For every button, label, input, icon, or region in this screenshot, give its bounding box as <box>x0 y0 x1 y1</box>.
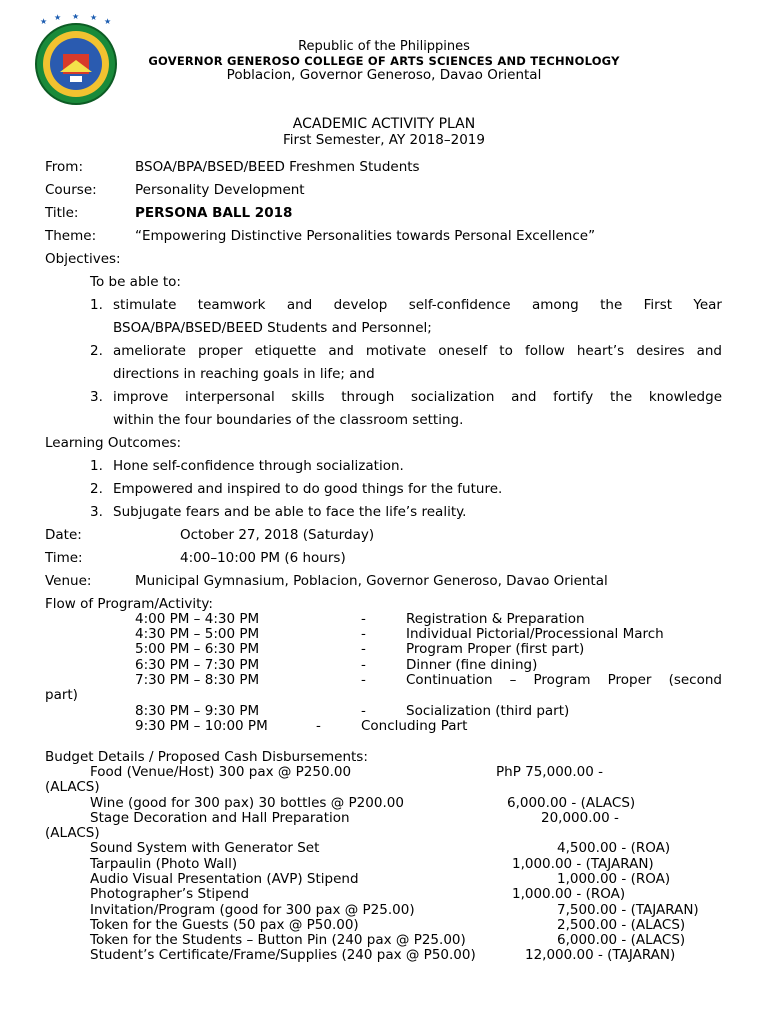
budget-amount: 6,000.00 - (ALACS) <box>557 932 686 948</box>
venue-value: Municipal Gymnasium, Poblacion, Governor Generoso, Davao Oriental <box>135 573 608 589</box>
flow-dash: - <box>361 657 366 673</box>
budget-item: Stage Decoration and Hall Preparation <box>90 810 350 826</box>
venue-label: Venue: <box>45 573 92 589</box>
budget-wrap: (ALACS) <box>45 825 100 841</box>
flow-dash: - <box>361 626 366 642</box>
flow-dash: - <box>361 641 366 657</box>
objective-number: 1. <box>90 297 103 313</box>
theme-value: “Empowering Distinctive Personalities towards Personal Excellence” <box>135 228 596 244</box>
objectives-intro: To be able to: <box>90 274 181 290</box>
outcome-text: Empowered and inspired to do good things for the future. <box>113 481 503 497</box>
budget-amount: 2,500.00 - (ALACS) <box>557 917 686 933</box>
flow-dash: - <box>316 718 321 734</box>
objectives-label: Objectives: <box>45 251 121 267</box>
objective-line: stimulate teamwork and develop self-confidence among the First Year <box>113 297 722 313</box>
outcome-number: 1. <box>90 458 103 474</box>
theme-label: Theme: <box>45 228 97 244</box>
header-address: Poblacion, Governor Generoso, Davao Oriental <box>226 67 542 83</box>
flow-activity-wrap: part) <box>45 687 78 703</box>
flow-time: 5:00 PM – 6:30 PM <box>135 641 260 657</box>
document-title: ACADEMIC ACTIVITY PLAN <box>292 116 476 132</box>
budget-item: Food (Venue/Host) 300 pax @ P250.00 <box>90 764 352 780</box>
date-label: Date: <box>45 527 82 543</box>
flow-dash: - <box>361 672 366 688</box>
svg-text:★: ★ <box>72 14 80 21</box>
objective-line: BSOA/BPA/BSED/BEED Students and Personnel; <box>113 320 432 336</box>
flow-activity: Dinner (fine dining) <box>406 657 538 673</box>
budget-amount: 4,500.00 - (ROA) <box>557 840 671 856</box>
budget-item: Token for the Students – Button Pin (240 pax @ P25.00) <box>90 932 466 948</box>
outcome-text: Subjugate fears and be able to face the life’s reality. <box>113 504 467 520</box>
course-label: Course: <box>45 182 97 198</box>
budget-item: Audio Visual Presentation (AVP) Stipend <box>90 871 359 887</box>
budget-item: Student’s Certificate/Frame/Supplies (240 pax @ P50.00) <box>90 947 476 963</box>
flow-activity: Program Proper (first part) <box>406 641 585 657</box>
objective-number: 3. <box>90 389 103 405</box>
svg-text:★: ★ <box>90 14 98 22</box>
from-label: From: <box>45 159 83 175</box>
budget-amount: 20,000.00 - <box>541 810 619 826</box>
flow-time: 8:30 PM – 9:30 PM <box>135 703 260 719</box>
objective-line: within the four boundaries of the classroom setting. <box>113 412 464 428</box>
flow-activity: Concluding Part <box>361 718 468 734</box>
header-republic: Republic of the Philippines <box>298 39 470 54</box>
budget-item: Photographer’s Stipend <box>90 886 250 902</box>
course-value: Personality Development <box>135 182 305 198</box>
flow-dash: - <box>361 611 366 627</box>
budget-amount: 6,000.00 - (ALACS) <box>507 795 636 811</box>
flow-time: 9:30 PM – 10:00 PM <box>135 718 268 734</box>
flow-activity: Individual Pictorial/Processional March <box>406 626 664 642</box>
flow-time: 4:00 PM – 4:30 PM <box>135 611 260 627</box>
objective-number: 2. <box>90 343 103 359</box>
flow-time: 7:30 PM – 8:30 PM <box>135 672 260 688</box>
outcomes-label: Learning Outcomes: <box>45 435 182 451</box>
document-subtitle: First Semester, AY 2018–2019 <box>283 132 485 148</box>
budget-amount: 1,000.00 - (TAJARAN) <box>512 856 654 872</box>
flow-activity: Registration & Preparation <box>406 611 585 627</box>
objective-line: improve interpersonal skills through socialization and fortify the knowledge <box>113 389 722 405</box>
objective-line: directions in reaching goals in life; and <box>113 366 375 382</box>
flow-activity: Continuation – Program Proper (second <box>406 672 722 688</box>
from-value: BSOA/BPA/BSED/BEED Freshmen Students <box>135 159 420 175</box>
date-value: October 27, 2018 (Saturday) <box>180 527 375 543</box>
budget-item: Token for the Guests (50 pax @ P50.00) <box>90 917 359 933</box>
budget-amount: 1,000.00 - (ROA) <box>512 886 626 902</box>
budget-wrap: (ALACS) <box>45 779 100 795</box>
outcome-number: 2. <box>90 481 103 497</box>
flow-dash: - <box>361 703 366 719</box>
time-label: Time: <box>45 550 83 566</box>
svg-text:★: ★ <box>40 17 48 26</box>
flow-time: 4:30 PM – 5:00 PM <box>135 626 260 642</box>
outcome-text: Hone self-confidence through socialization. <box>113 458 404 474</box>
flow-time: 6:30 PM – 7:30 PM <box>135 657 260 673</box>
svg-text:★: ★ <box>104 17 112 26</box>
budget-amount: 12,000.00 - (TAJARAN) <box>525 947 676 963</box>
budget-item: Sound System with Generator Set <box>90 840 320 856</box>
budget-item: Wine (good for 300 pax) 30 bottles @ P200.00 <box>90 795 404 811</box>
svg-text:★: ★ <box>54 14 62 22</box>
title-label: Title: <box>45 205 79 221</box>
budget-amount: 1,000.00 - (ROA) <box>557 871 671 887</box>
outcome-number: 3. <box>90 504 103 520</box>
objective-line: ameliorate proper etiquette and motivate oneself to follow heart’s desires and <box>113 343 722 359</box>
budget-item: Tarpaulin (Photo Wall) <box>90 856 238 872</box>
flow-label: Flow of Program/Activity: <box>45 596 213 612</box>
flow-activity: Socialization (third part) <box>406 703 570 719</box>
header-college-name: GOVERNOR GENEROSO COLLEGE OF ARTS SCIENCES AND TECHNOLOGY <box>148 54 620 68</box>
budget-item: Invitation/Program (good for 300 pax @ P25.00) <box>90 902 415 918</box>
budget-amount: 7,500.00 - (TAJARAN) <box>557 902 699 918</box>
budget-amount: PhP 75,000.00 - <box>496 764 603 780</box>
time-value: 4:00–10:00 PM (6 hours) <box>180 550 346 566</box>
budget-label: Budget Details / Proposed Cash Disbursements: <box>45 749 368 765</box>
title-value: PERSONA BALL 2018 <box>135 205 293 221</box>
